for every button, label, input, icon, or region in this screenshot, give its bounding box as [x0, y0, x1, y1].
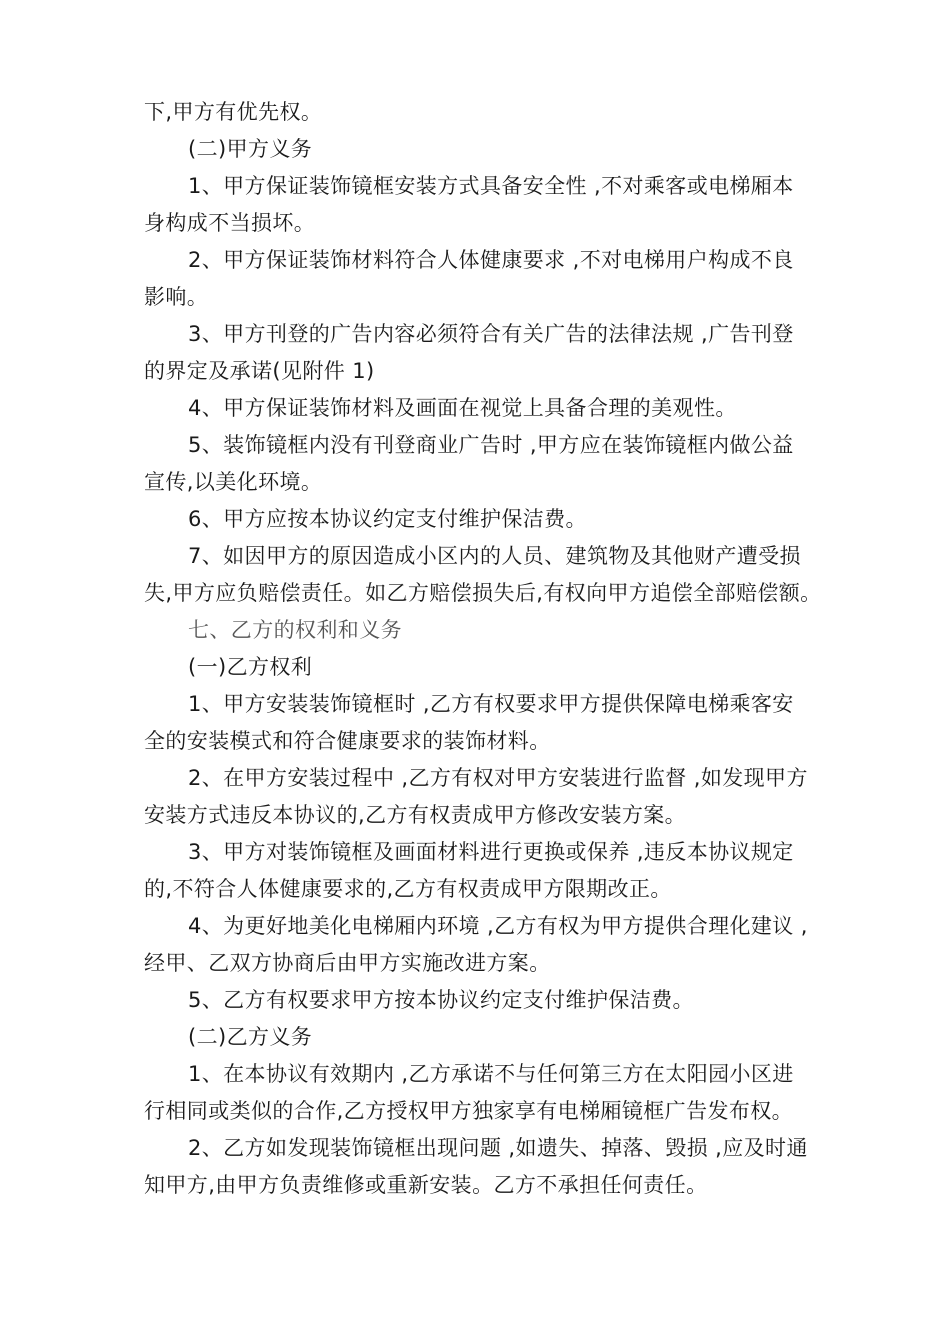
- text-line: (二)乙方义务: [188, 1025, 313, 1049]
- text-line: 5、装饰镜框内没有刊登商业广告时 ,甲方应在装饰镜框内做公益: [188, 433, 794, 457]
- text-line: 宣传,以美化环境。: [144, 470, 323, 494]
- text-line: 的界定及承诺(见附件 1): [144, 359, 375, 383]
- text-line: 经甲、乙双方协商后由甲方实施改进方案。: [144, 951, 551, 975]
- text-line: 6、甲方应按本协议约定支付维护保洁费。: [188, 507, 587, 531]
- text-line: 安装方式违反本协议的,乙方有权责成甲方修改安装方案。: [144, 803, 687, 827]
- text-line: 全的安装模式和符合健康要求的装饰材料。: [144, 729, 551, 753]
- text-line: 1、甲方保证装饰镜框安装方式具备安全性 ,不对乘客或电梯厢本: [188, 174, 794, 198]
- text-line: 1、甲方安装装饰镜框时 ,乙方有权要求甲方提供保障电梯乘客安: [188, 692, 794, 716]
- text-line: 4、为更好地美化电梯厢内环境 ,乙方有权为甲方提供合理化建议 ,: [188, 914, 808, 938]
- text-line: 4、甲方保证装饰材料及画面在视觉上具备合理的美观性。: [188, 396, 737, 420]
- text-line: 2、甲方保证装饰材料符合人体健康要求 ,不对电梯用户构成不良: [188, 248, 794, 272]
- text-line: 失,甲方应负赔偿责任。如乙方赔偿损失后,有权向甲方追偿全部赔偿额。: [144, 581, 822, 605]
- text-line: 行相同或类似的合作,乙方授权甲方独家享有电梯厢镜框广告发布权。: [144, 1099, 794, 1123]
- document-body: [144, 94, 822, 1204]
- text-line: 1、在本协议有效期内 ,乙方承诺不与任何第三方在太阳园小区进: [188, 1062, 794, 1086]
- text-line: (一)乙方权利: [188, 655, 313, 679]
- text-line: 2、乙方如发现装饰镜框出现问题 ,如遗失、掉落、毁损 ,应及时通: [188, 1136, 808, 1160]
- text-line: 3、甲方对装饰镜框及画面材料进行更换或保养 ,违反本协议规定: [188, 840, 794, 864]
- text-line: 的,不符合人体健康要求的,乙方有权责成甲方限期改正。: [144, 877, 672, 901]
- text-line: 3、甲方刊登的广告内容必须符合有关广告的法律法规 ,广告刊登: [188, 322, 794, 346]
- text-line: (二)甲方义务: [188, 137, 313, 161]
- section-heading: 七、乙方的权利和义务: [188, 618, 402, 642]
- text-line: 7、如因甲方的原因造成小区内的人员、建筑物及其他财产遭受损: [188, 544, 801, 568]
- text-line: 影响。: [144, 285, 209, 309]
- text-line: 2、在甲方安装过程中 ,乙方有权对甲方安装进行监督 ,如发现甲方: [188, 766, 808, 790]
- text-line: 身构成不当损坏。: [144, 211, 316, 235]
- text-line: 知甲方,由甲方负责维修或重新安装。乙方不承担任何责任。: [144, 1173, 708, 1197]
- text-line: 5、乙方有权要求甲方按本协议约定支付维护保洁费。: [188, 988, 694, 1012]
- text-line: 下,甲方有优先权。: [144, 100, 323, 124]
